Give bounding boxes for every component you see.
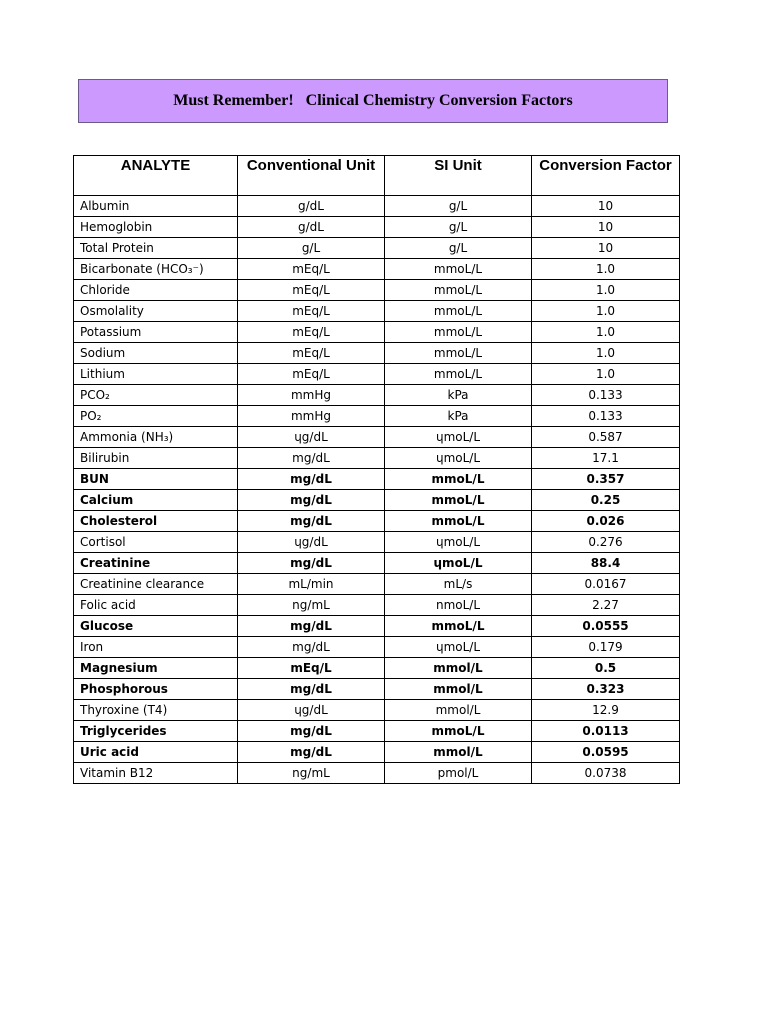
- conversion-factor-cell: 1.0: [532, 259, 680, 280]
- header-row: [74, 156, 680, 196]
- si-unit-cell: mmol/L: [385, 742, 532, 763]
- conversion-factor-cell: 10: [532, 217, 680, 238]
- table-row: [74, 532, 680, 553]
- table-row: [74, 490, 680, 511]
- conventional-unit-cell: ng/mL: [238, 595, 385, 616]
- conversion-factor-cell: 12.9: [532, 700, 680, 721]
- conversion-factor-cell: 0.0595: [532, 742, 680, 763]
- conventional-unit-cell: mL/min: [238, 574, 385, 595]
- table-row: [74, 511, 680, 532]
- si-unit-cell: g/L: [385, 217, 532, 238]
- table-row: [74, 280, 680, 301]
- header-si-unit: SI Unit: [385, 156, 532, 196]
- conversion-factor-cell: 0.133: [532, 385, 680, 406]
- analyte-cell: Magnesium: [74, 658, 238, 679]
- conventional-unit-cell: mg/dL: [238, 616, 385, 637]
- conversion-factor-cell: 10: [532, 196, 680, 217]
- table-row: [74, 364, 680, 385]
- analyte-cell: PO₂: [74, 406, 238, 427]
- si-unit-cell: mmoL/L: [385, 511, 532, 532]
- table-row: [74, 637, 680, 658]
- table-row: [74, 259, 680, 280]
- conversion-factor-cell: 0.5: [532, 658, 680, 679]
- table-row: [74, 595, 680, 616]
- conventional-unit-cell: mg/dL: [238, 469, 385, 490]
- analyte-cell: Iron: [74, 637, 238, 658]
- analyte-cell: Calcium: [74, 490, 238, 511]
- conversion-table: [73, 155, 680, 784]
- conversion-factor-cell: 0.25: [532, 490, 680, 511]
- si-unit-cell: mmoL/L: [385, 343, 532, 364]
- conversion-factor-cell: 1.0: [532, 343, 680, 364]
- si-unit-cell: mmoL/L: [385, 280, 532, 301]
- table-row: [74, 469, 680, 490]
- header-conversion-factor: Conversion Factor: [532, 156, 680, 196]
- table-row: [74, 343, 680, 364]
- si-unit-cell: mmol/L: [385, 658, 532, 679]
- header-conventional-unit: Conventional Unit: [238, 156, 385, 196]
- conventional-unit-cell: mg/dL: [238, 448, 385, 469]
- si-unit-cell: mL/s: [385, 574, 532, 595]
- table-row: [74, 658, 680, 679]
- title-banner: [78, 79, 668, 123]
- si-unit-cell: mmoL/L: [385, 301, 532, 322]
- analyte-cell: Cholesterol: [74, 511, 238, 532]
- conversion-factor-cell: 0.133: [532, 406, 680, 427]
- table-body: [74, 196, 680, 784]
- table-row: [74, 406, 680, 427]
- header-analyte: ANALYTE: [74, 156, 238, 196]
- analyte-cell: Creatinine clearance: [74, 574, 238, 595]
- conventional-unit-cell: mEq/L: [238, 343, 385, 364]
- si-unit-cell: ɥmoL/L: [385, 532, 532, 553]
- table-row: [74, 721, 680, 742]
- table-row: [74, 700, 680, 721]
- si-unit-cell: mmoL/L: [385, 322, 532, 343]
- conversion-factor-cell: 0.323: [532, 679, 680, 700]
- analyte-cell: Sodium: [74, 343, 238, 364]
- conversion-factor-cell: 0.357: [532, 469, 680, 490]
- si-unit-cell: mmoL/L: [385, 259, 532, 280]
- analyte-cell: Vitamin B12: [74, 763, 238, 784]
- table-row: [74, 616, 680, 637]
- conversion-factor-cell: 1.0: [532, 364, 680, 385]
- conventional-unit-cell: mg/dL: [238, 721, 385, 742]
- table-row: [74, 322, 680, 343]
- si-unit-cell: mmol/L: [385, 700, 532, 721]
- analyte-cell: Total Protein: [74, 238, 238, 259]
- conventional-unit-cell: ɥg/dL: [238, 532, 385, 553]
- analyte-cell: Folic acid: [74, 595, 238, 616]
- conventional-unit-cell: ng/mL: [238, 763, 385, 784]
- analyte-cell: Bicarbonate (HCO₃⁻): [74, 259, 238, 280]
- si-unit-cell: mmoL/L: [385, 490, 532, 511]
- conventional-unit-cell: mEq/L: [238, 658, 385, 679]
- table-row: [74, 742, 680, 763]
- table-row: [74, 574, 680, 595]
- table-row: [74, 679, 680, 700]
- si-unit-cell: mmoL/L: [385, 469, 532, 490]
- analyte-cell: Glucose: [74, 616, 238, 637]
- conversion-factor-cell: 0.0555: [532, 616, 680, 637]
- si-unit-cell: nmoL/L: [385, 595, 532, 616]
- conversion-factor-cell: 10: [532, 238, 680, 259]
- table-row: [74, 238, 680, 259]
- conventional-unit-cell: mg/dL: [238, 553, 385, 574]
- si-unit-cell: g/L: [385, 238, 532, 259]
- analyte-cell: Triglycerides: [74, 721, 238, 742]
- conventional-unit-cell: mg/dL: [238, 637, 385, 658]
- analyte-cell: Bilirubin: [74, 448, 238, 469]
- si-unit-cell: g/L: [385, 196, 532, 217]
- table-row: [74, 196, 680, 217]
- conversion-factor-cell: 1.0: [532, 301, 680, 322]
- conventional-unit-cell: mmHg: [238, 385, 385, 406]
- analyte-cell: BUN: [74, 469, 238, 490]
- conventional-unit-cell: mEq/L: [238, 322, 385, 343]
- analyte-cell: Hemoglobin: [74, 217, 238, 238]
- si-unit-cell: ɥmoL/L: [385, 427, 532, 448]
- analyte-cell: Chloride: [74, 280, 238, 301]
- conventional-unit-cell: g/L: [238, 238, 385, 259]
- conversion-factor-cell: 88.4: [532, 553, 680, 574]
- analyte-cell: Phosphorous: [74, 679, 238, 700]
- table-row: [74, 301, 680, 322]
- analyte-cell: Thyroxine (T4): [74, 700, 238, 721]
- table-row: [74, 763, 680, 784]
- conversion-factor-cell: 1.0: [532, 280, 680, 301]
- si-unit-cell: kPa: [385, 406, 532, 427]
- conversion-factor-cell: 0.0167: [532, 574, 680, 595]
- table-row: [74, 217, 680, 238]
- analyte-cell: Lithium: [74, 364, 238, 385]
- conventional-unit-cell: mg/dL: [238, 511, 385, 532]
- si-unit-cell: pmol/L: [385, 763, 532, 784]
- conventional-unit-cell: mEq/L: [238, 364, 385, 385]
- analyte-cell: Uric acid: [74, 742, 238, 763]
- si-unit-cell: ɥmoL/L: [385, 448, 532, 469]
- conversion-factor-cell: 0.0738: [532, 763, 680, 784]
- table-row: [74, 385, 680, 406]
- conventional-unit-cell: ɥg/dL: [238, 700, 385, 721]
- si-unit-cell: mmol/L: [385, 679, 532, 700]
- table-row: [74, 427, 680, 448]
- analyte-cell: Ammonia (NH₃): [74, 427, 238, 448]
- analyte-cell: Cortisol: [74, 532, 238, 553]
- si-unit-cell: mmoL/L: [385, 721, 532, 742]
- si-unit-cell: mmoL/L: [385, 616, 532, 637]
- analyte-cell: Creatinine: [74, 553, 238, 574]
- analyte-cell: Potassium: [74, 322, 238, 343]
- si-unit-cell: mmoL/L: [385, 364, 532, 385]
- conversion-factor-cell: 0.587: [532, 427, 680, 448]
- conversion-factor-cell: 0.276: [532, 532, 680, 553]
- conventional-unit-cell: mg/dL: [238, 679, 385, 700]
- conversion-factor-cell: 0.179: [532, 637, 680, 658]
- conventional-unit-cell: mEq/L: [238, 280, 385, 301]
- si-unit-cell: ɥmoL/L: [385, 637, 532, 658]
- conventional-unit-cell: ɥg/dL: [238, 427, 385, 448]
- conversion-factor-cell: 17.1: [532, 448, 680, 469]
- table-row: [74, 553, 680, 574]
- conversion-factor-cell: 2.27: [532, 595, 680, 616]
- page-title: Must Remember! Clinical Chemistry Conversion Factors: [173, 92, 573, 109]
- conventional-unit-cell: mEq/L: [238, 301, 385, 322]
- conversion-factor-cell: 0.0113: [532, 721, 680, 742]
- conventional-unit-cell: mg/dL: [238, 742, 385, 763]
- analyte-cell: Albumin: [74, 196, 238, 217]
- si-unit-cell: kPa: [385, 385, 532, 406]
- si-unit-cell: ɥmoL/L: [385, 553, 532, 574]
- conventional-unit-cell: g/dL: [238, 196, 385, 217]
- conversion-factor-cell: 0.026: [532, 511, 680, 532]
- conversion-factor-cell: 1.0: [532, 322, 680, 343]
- conventional-unit-cell: g/dL: [238, 217, 385, 238]
- conventional-unit-cell: mmHg: [238, 406, 385, 427]
- analyte-cell: PCO₂: [74, 385, 238, 406]
- conventional-unit-cell: mg/dL: [238, 490, 385, 511]
- analyte-cell: Osmolality: [74, 301, 238, 322]
- conventional-unit-cell: mEq/L: [238, 259, 385, 280]
- table-row: [74, 448, 680, 469]
